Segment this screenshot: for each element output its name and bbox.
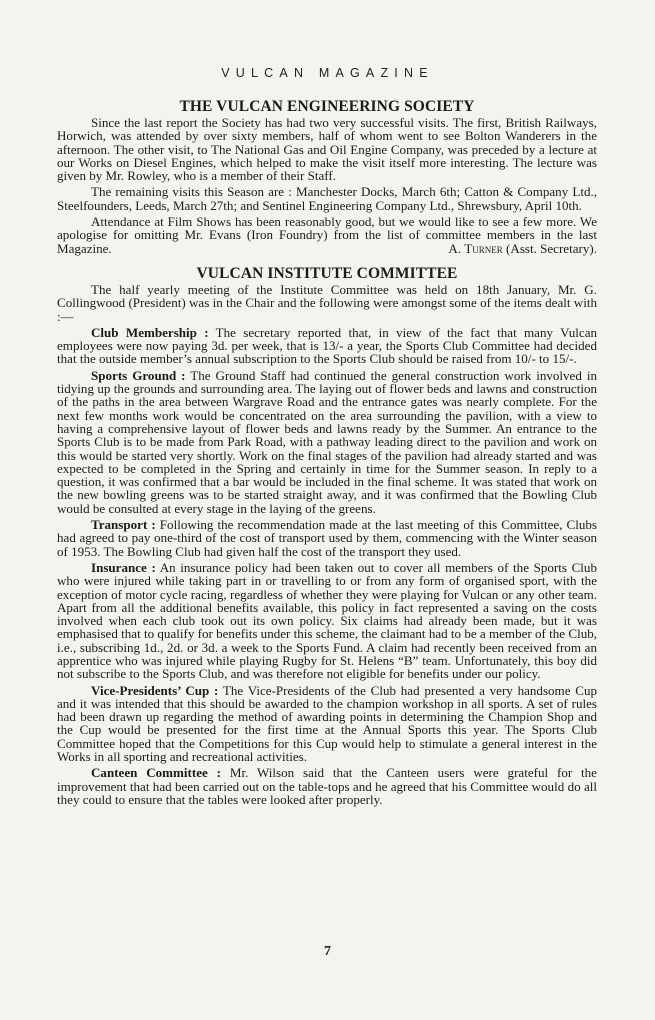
paragraph: [57, 215, 597, 255]
item-canteen-committee: Canteen Committee : Mr. Wilson said that the Canteen users were grateful for the improvement that had been carried out on the table-tops and he agreed that his Committee would do all they could to ensure that the tables were looked after properly.: [57, 765, 597, 807]
item-heading: Club Membership :: [91, 324, 209, 340]
item-heading: Insurance :: [91, 559, 156, 575]
signature-name: Turner: [464, 240, 503, 256]
intro-paragraph: The half yearly meeting of the Institute Committee was held on 18th January, Mr. G. Collingwood (President) was in the Chair and the following were amongst some of the items dealt with :—: [57, 281, 597, 324]
signature: A. Turner (Asst. Secretary).: [448, 240, 597, 256]
item-sports-ground: Sports Ground : The Ground Staff had continued the general construction work involved in tidying up the grounds and surrounding area. The laying out of flower beds and lawns and construction of the paths in the area between Wargrave Road and the entrance gates was nearly complete. For the next few months work would be concentrated on the area surrounding the pavilion, with a view to having a comprehensive layout of flower beds and lawns ready by the Summer. An entrance to the Sports Club is to be made from Park Road, with a pathway leading direct to the pavilion and work on this would be started very shortly. Work on the final stages of the pavilion had already started and was expected to be completed in the Spring and certainly in time for the Summer season. In reply to a question, it was confirmed that a bar would be included in the final scheme. It was stated that work on the new bowling greens was to be started straight away, and it was confirmed that the Bowling Club would be consulted at every stage in the laying of the greens.: [57, 367, 597, 516]
paragraph: The remaining visits this Season are : Manchester Docks, March 6th; Catton & Company Ltd., Steelfounders, Leeds, March 27th; and Sentinel Engineering Company Ltd., Shrewsbury, April 10th.: [57, 184, 597, 213]
item-insurance: Insurance : An insurance policy had been taken out to cover all members of the Sports Club who were injured while taking part in or travelling to or from any form of organised sport, with the exception of motor cycle racing, regardless of whether they were playing for Vulcan or any other team. Apart from all the additional benefits available, this policy in fact represented a saving on the costs involved when each club took out its own policy. Six claims had already been made, but it was emphasised that to qualify for benefits under this scheme, the claimant had to be a member of the Club, i.e., subscribing 1d., 2d. or 3d. a week to the Sports Fund. A claim had recently been received from an apprentice who was injured while playing Rugby for St. Helens “B” team. Unfortunately, this boy did not subscribe to the Sports Club, and was therefore not eligible for benefits under our policy.: [57, 559, 597, 682]
item-transport: Transport : Following the recommendation made at the last meeting of this Committee, Clubs had agreed to pay one-third of the cost of transport used by them, commencing with the Winter season of 1953. The Bowling Club had given half the cost of the transport they used.: [57, 517, 598, 559]
item-heading: Sports Ground :: [91, 367, 186, 383]
running-header: VULCAN MAGAZINE: [221, 66, 434, 80]
paragraph: Since the last report the Society has had two very successful visits. The first, British Railways, Horwich, was attended by over sixty members, half of whom went to see Bolton Wanderers in the afternoon. The other visit, to The National Gas and Oil Engine Company, was preceded by a lecture at our Works on Diesel Engines, which helped to make the visit itself more interesting. The lecture was given by Mr. Rowley, who is a member of their Staff.: [57, 115, 597, 184]
page-number: 7: [324, 944, 331, 959]
paragraph-text: Attendance at Film Shows has been reasonably good, but we would like to see a few more. We apologise for omitting Mr. Evans (Iron Foundry) from the list of committee members in the last Magazine.: [57, 214, 597, 256]
section-title-engineering-society: THE VULCAN ENGINEERING SOCIETY: [179, 98, 475, 115]
item-heading: Vice-Presidents’ Cup :: [91, 682, 219, 698]
item-vice-presidents-cup: Vice-Presidents’ Cup : The Vice-Presidents of the Club had presented a very handsome Cup and it was intended that this should be awarded to the champion workshop in all sports. A set of rules had been drawn up regarding the method of awarding points in determining the Champion Shop and the Cup would be presented for the first time at the Annual Sports this year. The Sports Club Committee hoped that the Competitions for this Cup would help to stimulate a general interest in the Works in all sporting and recreational activities.: [57, 682, 597, 765]
item-heading: Canteen Committee :: [91, 765, 222, 781]
page-content: [57, 98, 597, 806]
item-club-membership: Club Membership : The secretary reported that, in view of the fact that many Vulcan employees were now paying 3d. per week, that is 13/- a year, the Sports Club Committee had decided that the outside member’s annual subscription to the Sports Club should be raised from 10/- to 15/-.: [57, 324, 598, 367]
section-title-institute-committee: VULCAN INSTITUTE COMMITTEE: [196, 264, 458, 282]
item-heading: Transport :: [91, 517, 156, 533]
